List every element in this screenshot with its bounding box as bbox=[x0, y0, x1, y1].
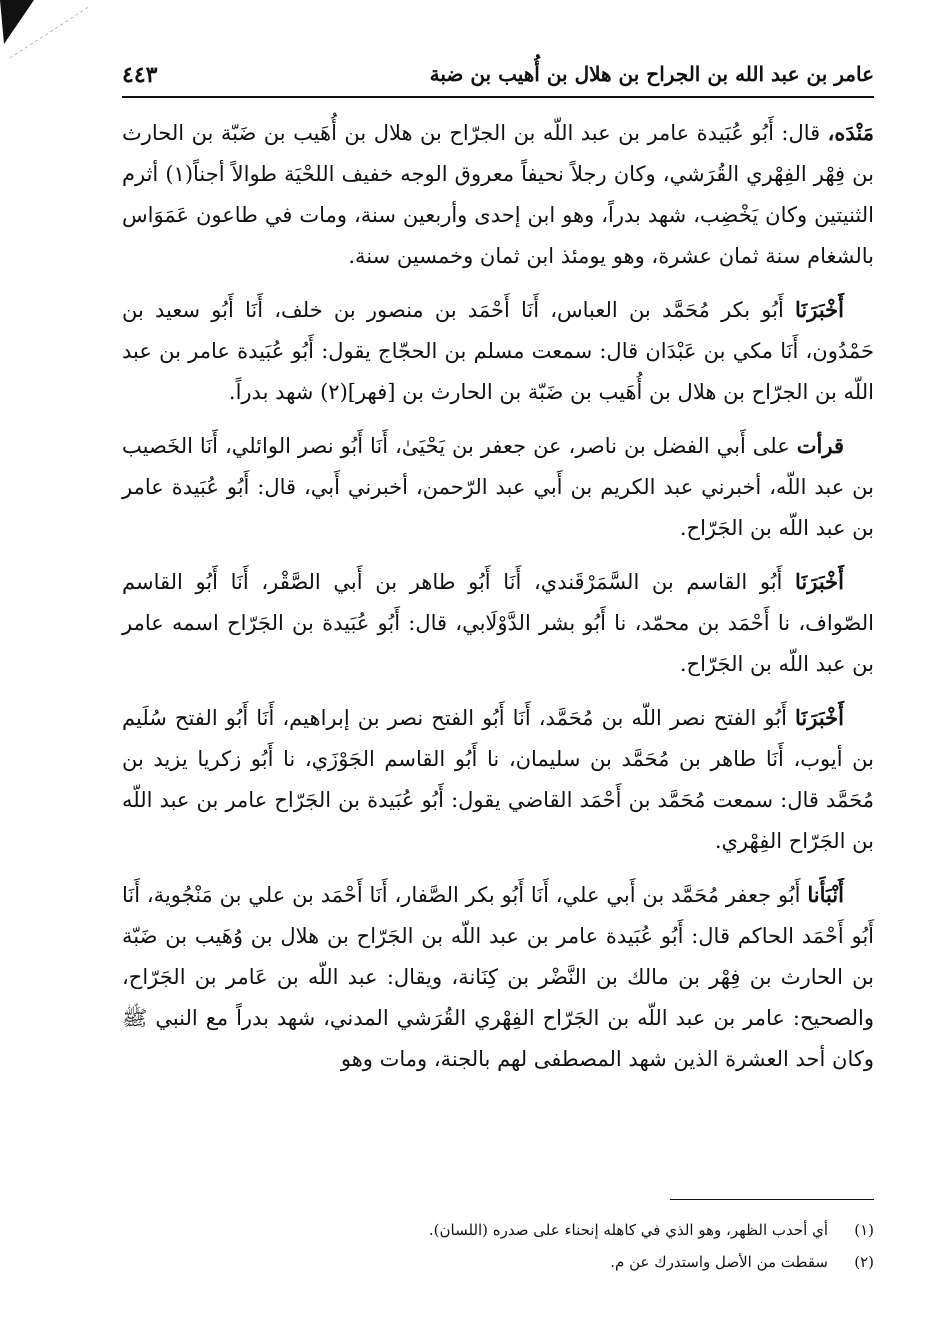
footnotes bbox=[300, 1214, 874, 1278]
footnote-divider bbox=[670, 1199, 874, 1200]
paragraph bbox=[122, 697, 874, 862]
paragraph-text: أَبُو الفتح نصر اللّه بن مُحَمَّد، أَنَا أَبُو الفتح نصر بن إبراهيم، أَنَا أَبُو الفتح سُلَيم بن أيوب، أَنَا طاهر بن مُحَمَّد بن سليمان، نا أَبُو القاسم الجَوْزَي، نا أَبُو زكريا يزيد بن مُحَمَّد قال: سمعت مُحَمَّد بن أَحْمَد القاضي يقول: أَبُو عُبَيدة بن الجَرّاح عامر بن عبد اللّه بن الجَرّاح الفِهْري. bbox=[122, 706, 874, 853]
paragraph-text: على أَبي الفضل بن ناصر، عن جعفر بن يَحْيَىٰ، أَنَا أَبُو نصر الوائلي، أَنَا الخَصيب بن عبد اللّه، أخبرني عبد الكريم بن أَبي عبد الرّحمن، أخبرني أَبي، قال: أَبُو عُبَيدة عامر بن عبد اللّه بن الجَرّاح. bbox=[122, 434, 874, 540]
paragraph bbox=[122, 425, 874, 549]
footnote bbox=[300, 1246, 874, 1278]
running-title: عامر بن عبد الله بن الجراح بن هلال بن أُهيب بن ضبة bbox=[429, 62, 874, 86]
paragraph-text: قال: أَبُو عُبَيدة عامر بن عبد اللّه بن الجرّاح بن هلال بن أُهَيب بن ضَبّة بن الحارث بن فِهْر الفِهْري القُرَشي، وكان رجلاً نحيفاً معروق الوجه خفيف اللحْيَة طوالاً أجناً(١) أثرم الثنيتين وكان يَخْضِب، شهد بدراً، وهو ابن إحدى وأربعين سنة، ومات في طاعون عَمَوَاس بالشغام سنة ثمان عشرة، وهو يومئذ ابن ثمان وخمسين سنة. bbox=[122, 121, 874, 268]
footnote-number: (٢) bbox=[854, 1253, 874, 1271]
paragraph-lead: أَخْبَرَنَا bbox=[795, 705, 844, 730]
paragraph-text: أَبُو القاسم بن السَّمَرْقَندي، أَنَا أَبُو طاهر بن أَبي الصَّقْر، أَنَا أَبُو القاسم الصّواف، نا أَحْمَد بن محمّد، نا أَبُو بشر الدَّوْلَابي، قال: أَبُو عُبَيدة بن الجَرّاح اسمه عامر بن عبد اللّه بن الجَرّاح. bbox=[122, 570, 874, 676]
paragraph bbox=[122, 112, 874, 277]
paragraph bbox=[122, 561, 874, 685]
paragraph bbox=[122, 289, 874, 413]
paragraph-lead: قرأت bbox=[796, 433, 844, 458]
paragraph-lead: أَخْبَرَنَا bbox=[795, 569, 844, 594]
scan-artifact bbox=[0, 0, 140, 120]
page-header bbox=[122, 58, 874, 98]
footnote-text: سقطت من الأصل واستدرك عن م. bbox=[610, 1253, 828, 1271]
page-number: ٤٤٣ bbox=[122, 62, 158, 88]
paragraph bbox=[122, 874, 874, 1080]
paragraph-text: أَبُو بكر مُحَمَّد بن العباس، أَنَا أَحْمَد بن منصور بن خلف، أَنَا أَبُو سعيد بن حَمْدُون، أَنَا مكي بن عَبْدَان قال: سمعت مسلم بن الحجّاج يقول: أَبُو عُبَيدة عامر بن عبد اللّه بن الجرّاح بن هلال بن أُهَيب بن ضَبّة بن الحارث بن [فهر](٢) شهد بدراً. bbox=[122, 298, 874, 404]
paragraph-lead: أَخْبَرَنَا bbox=[795, 297, 844, 322]
paragraph-lead: مَنْدَه، bbox=[827, 120, 874, 145]
footnote-number: (١) bbox=[854, 1221, 874, 1239]
footnote bbox=[300, 1214, 874, 1246]
paragraph-text: أَبُو جعفر مُحَمَّد بن أَبي علي، أَنَا أَبُو بكر الصَّفار، أَنَا أَحْمَد بن علي بن مَنْجُوية، أَنَا أَبُو أَحْمَد الحاكم قال: أَبُو عُبَيدة عامر بن عبد اللّه بن الجَرّاح بن هلال بن وُهَيب بن ضَبّة بن الحارث بن فِهْر بن مالك بن النَّضْر بن كِنَانة، ويقال: عبد اللّه بن عَامر بن الجَرّاح، والصحيح: عامر بن عبد اللّه بن الجَرّاح الفِهْري القُرَشي المدني، شهد بدراً مع النبي ﷺ وكان أحد العشرة الذين شهد المصطفى لهم بالجنة، ومات وهو bbox=[122, 883, 874, 1071]
main-text bbox=[122, 112, 874, 1092]
footnote-text: أي أحدب الظهر، وهو الذي في كاهله إنحناء على صدره (اللسان). bbox=[428, 1221, 828, 1239]
paragraph-lead: أَنْبَأَنا bbox=[807, 882, 844, 907]
